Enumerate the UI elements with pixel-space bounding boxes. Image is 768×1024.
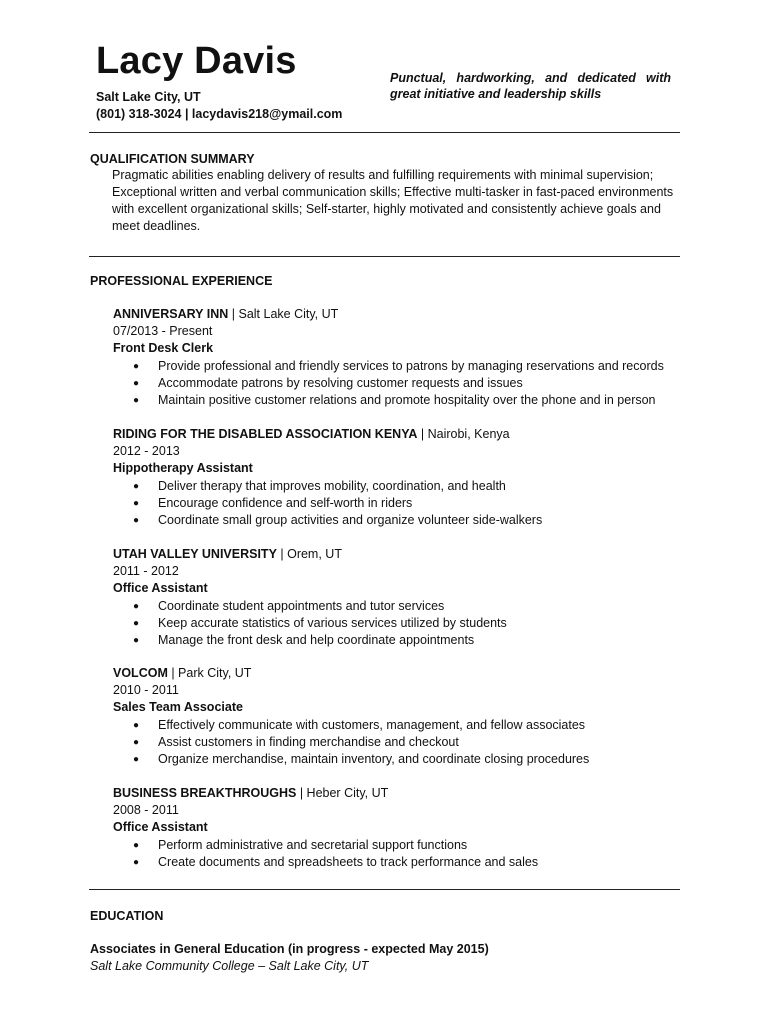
job-organization: VOLCOM [113,666,168,680]
job-dates: 07/2013 - Present [113,324,213,339]
job-organization: ANNIVERSARY INN [113,307,229,321]
job-organization: UTAH VALLEY UNIVERSITY [113,547,277,561]
job-title: Front Desk Clerk [113,341,214,356]
job-duty-text: Organize merchandise, maintain inventory, and coordinate closing procedures [158,751,590,766]
job-duty-text: Coordinate student appointments and tutor services [158,598,445,613]
job-entry [113,306,683,409]
job-entry [113,546,683,649]
applicant-name: Lacy Davis [96,40,297,82]
job-organization: RIDING FOR THE DISABLED ASSOCIATION KENYA [113,427,418,441]
job-duties [113,358,683,410]
applicant-location: Salt Lake City, UT [96,90,201,104]
job-title: Hippotherapy Assistant [113,461,253,476]
job-dates: 2012 - 2013 [113,444,180,459]
job-dates: 2008 - 2011 [113,803,179,818]
job-duty-text: Encourage confidence and self-worth in riders [158,495,413,510]
job-duty-text: Perform administrative and secretarial support functions [158,837,468,852]
job-duty-item [113,717,683,734]
job-duties [113,598,683,650]
job-duty-text: Provide professional and friendly services to patrons by managing reservations and records [158,358,664,373]
bullet-icon: ● [133,600,140,612]
bullet-icon: ● [133,360,140,372]
job-location: | Nairobi, Kenya [417,427,510,441]
bullet-icon: ● [133,617,140,629]
professional-experience-heading: PROFESSIONAL EXPERIENCE [90,274,273,288]
job-duty-item [113,615,683,632]
job-duty-item [113,854,683,871]
job-duty-item [113,375,683,392]
divider [89,256,680,257]
job-duties [113,478,683,530]
education-degree: Associates in General Education (in progress - expected May 2015) [90,942,489,956]
job-duty-text: Effectively communicate with customers, management, and fellow associates [158,717,586,732]
job-entry [113,785,683,871]
job-organization: BUSINESS BREAKTHROUGHS [113,786,297,800]
job-duty-item [113,598,683,615]
job-duties [113,837,683,871]
divider [89,132,680,133]
job-duty-text: Assist customers in finding merchandise and checkout [158,734,459,749]
job-duty-item [113,392,683,409]
job-location: | Orem, UT [276,547,342,561]
job-duty-text: Deliver therapy that improves mobility, coordination, and health [158,478,506,493]
applicant-contact: (801) 318-3024 | lacydavis218@ymail.com [96,107,343,121]
job-duty-item [113,512,683,529]
job-header [113,785,683,802]
bullet-icon: ● [133,719,140,731]
divider [89,889,680,890]
job-duty-item [113,837,683,854]
bullet-icon: ● [133,377,140,389]
job-duty-text: Maintain positive customer relations and promote hospitality over the phone and in person [158,392,656,407]
bullet-icon: ● [133,480,140,492]
job-title: Office Assistant [113,581,208,596]
bullet-icon: ● [133,753,140,765]
job-entry [113,426,683,529]
education-heading: EDUCATION [90,909,164,923]
job-duties [113,717,683,769]
job-title: Office Assistant [113,820,208,835]
bullet-icon: ● [133,514,140,526]
job-duty-item [113,751,683,768]
education-school: Salt Lake Community College – Salt Lake City, UT [90,959,369,973]
bullet-icon: ● [133,839,140,851]
job-title: Sales Team Associate [113,700,243,715]
job-header [113,546,683,563]
applicant-tagline: Punctual, hardworking, and dedicated with great initiative and leadership skills [390,71,671,101]
job-header [113,306,683,323]
bullet-icon: ● [133,634,140,646]
job-duty-text: Coordinate small group activities and organize volunteer side-walkers [158,512,543,527]
job-duty-item [113,358,683,375]
job-dates: 2010 - 2011 [113,683,179,698]
job-duty-text: Accommodate patrons by resolving customer requests and issues [158,375,523,390]
job-duty-item [113,495,683,512]
job-duty-item [113,632,683,649]
bullet-icon: ● [133,736,140,748]
job-duty-text: Keep accurate statistics of various services utilized by students [158,615,507,630]
bullet-icon: ● [133,856,140,868]
job-header [113,426,683,443]
bullet-icon: ● [133,394,140,406]
job-dates: 2011 - 2012 [113,564,179,579]
bullet-icon: ● [133,497,140,509]
job-location: | Heber City, UT [296,786,389,800]
job-header [113,665,683,682]
job-duty-item [113,734,683,751]
job-duty-text: Manage the front desk and help coordinate appointments [158,632,475,647]
job-location: | Park City, UT [167,666,252,680]
job-duty-text: Create documents and spreadsheets to track performance and sales [158,854,539,869]
qualification-summary-text: Pragmatic abilities enabling delivery of results and fulfilling requirements with minimal supervision; Exceptional written and verbal communication skills; Effective multi-tasker in fast-paced environments with excellent organizational skills; Self-starter, highly motivated and consistently achieve goals and meet deadlines. [112,168,674,233]
job-entry [113,665,683,768]
job-location: | Salt Lake City, UT [228,307,339,321]
qualification-summary-heading: QUALIFICATION SUMMARY [90,152,255,166]
job-duty-item [113,478,683,495]
